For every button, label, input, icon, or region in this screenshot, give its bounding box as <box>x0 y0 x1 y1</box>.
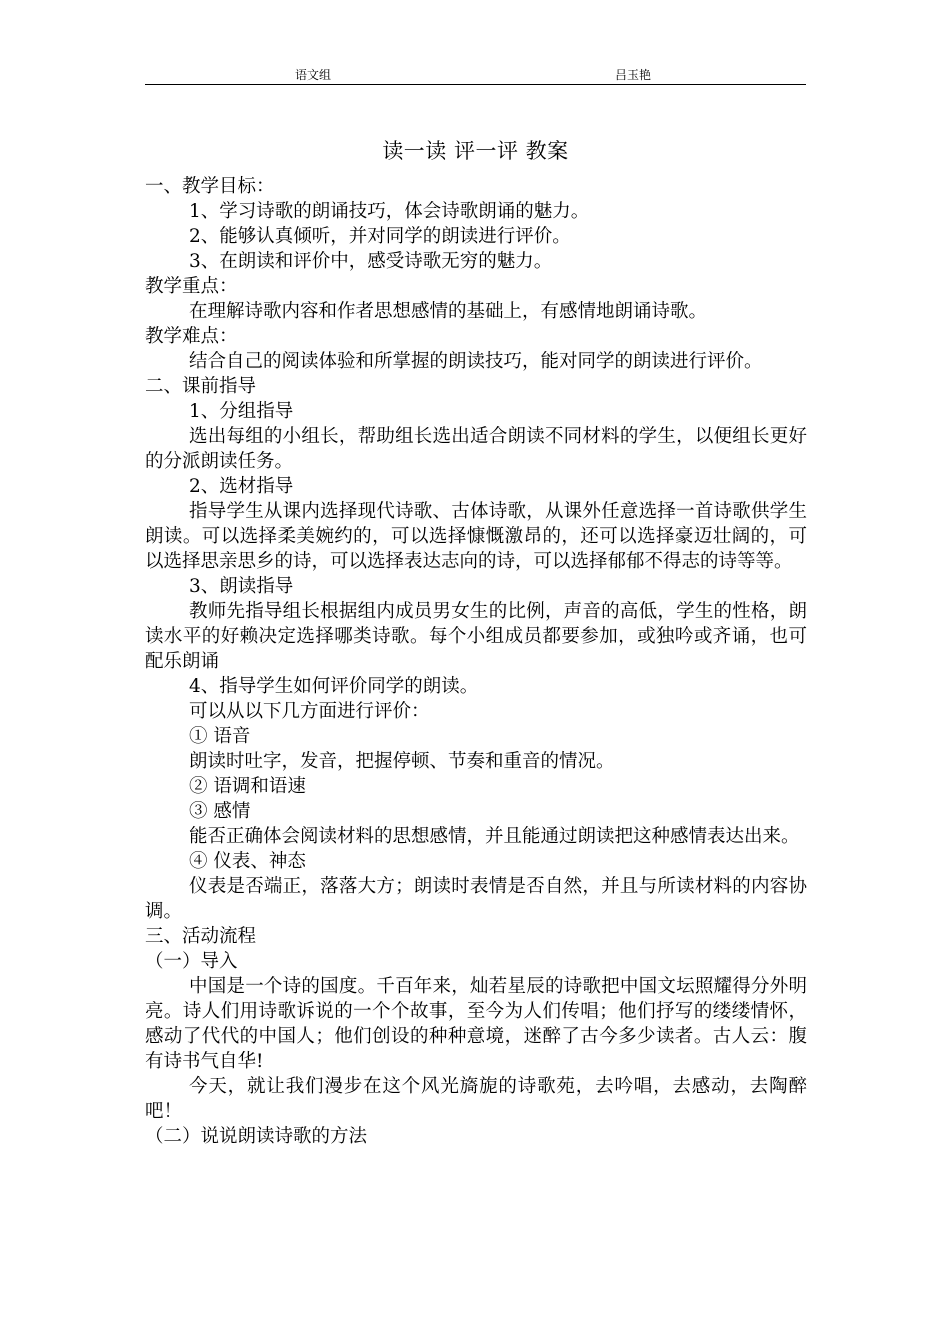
paragraph-today: 今天，就让我们漫步在这个风光旖旎的诗歌苑，去吟唱，去感动，去陶醉吧！ <box>145 1076 807 1122</box>
subheading-reading: 3、朗读指导 <box>189 576 294 597</box>
paragraph-material: 指导学生从课内选择现代诗歌、古体诗歌，从课外任意选择一首诗歌供学生朗读。可以选择柔美婉约的，可以选择慷慨激昂的，还可以选择豪迈壮阔的，可以选择思亲思乡的诗，可以选择表达志向的诗，可以选择郁郁不得志的诗等等。 <box>145 501 807 572</box>
subheading-introduction: （一）导入 <box>145 951 238 972</box>
section-heading-process: 三、活动流程 <box>145 926 257 947</box>
key-point-text: 在理解诗歌内容和作者思想感情的基础上，有感情地朗诵诗歌。 <box>189 301 708 322</box>
subheading-evaluation: 4、指导学生如何评价同学的朗读。 <box>189 676 479 697</box>
section-heading-guidance: 二、课前指导 <box>145 376 257 397</box>
paragraph-grouping: 选出每组的小组长，帮助组长选出适合朗读不同材料的学生，以便组长更好的分派朗读任务。 <box>145 426 807 472</box>
difficulty-text: 结合自己的阅读体验和所掌握的朗读技巧，能对同学的朗读进行评价。 <box>189 351 763 372</box>
criterion-appearance-text: 仪表是否端正，落落大方；朗读时表情是否自然，并且与所读材料的内容协调。 <box>145 876 807 922</box>
paragraph-reading: 教师先指导组长根据组内成员男女生的比例，声音的高低，学生的性格，朗读水平的好赖决定选择哪类诗歌。每个小组成员都要参加，或独吟或齐诵，也可配乐朗诵 <box>145 601 807 672</box>
criterion-tone: ② 语调和语速 <box>189 776 306 797</box>
subheading-material: 2、选材指导 <box>189 476 294 497</box>
heading-difficulty: 教学难点： <box>145 326 238 347</box>
page-header <box>145 66 806 85</box>
paragraph-introduction: 中国是一个诗的国度。千百年来，灿若星辰的诗歌把中国文坛照耀得分外明亮。诗人们用诗歌诉说的一个个故事，至今为人们传唱；他们抒写的缕缕情怀，感动了代代的中国人；他们创设的种种意境，迷醉了古今多少读者。古人云：腹有诗书气自华! <box>145 976 807 1072</box>
subheading-reading-methods: （二）说说朗读诗歌的方法 <box>145 1126 368 1147</box>
document-body <box>145 174 807 1149</box>
criterion-emotion: ③ 感情 <box>189 801 251 822</box>
criterion-pronunciation: ① 语音 <box>189 726 251 747</box>
objective-item: 1、学习诗歌的朗诵技巧，体会诗歌朗诵的魅力。 <box>189 201 590 222</box>
objective-item: 2、能够认真倾听，并对同学的朗读进行评价。 <box>189 226 571 247</box>
document-title: 读一读 评一评 教案 <box>382 139 569 163</box>
section-heading-objectives: 一、教学目标： <box>145 176 275 197</box>
subheading-grouping: 1、分组指导 <box>189 401 294 422</box>
criterion-emotion-text: 能否正确体会阅读材料的思想感情，并且能通过朗读把这种感情表达出来。 <box>189 826 800 847</box>
header-author-name: 吕玉艳 <box>615 68 652 82</box>
criterion-appearance: ④ 仪表、神态 <box>189 851 306 872</box>
objective-item: 3、在朗读和评价中，感受诗歌无穷的魅力。 <box>189 251 553 272</box>
evaluation-intro: 可以从以下几方面进行评价： <box>189 701 430 722</box>
header-group-name: 语文组 <box>295 68 332 82</box>
heading-key-point: 教学重点： <box>145 276 238 297</box>
criterion-pronunciation-text: 朗读时吐字，发音，把握停顿、节奏和重音的情况。 <box>189 751 615 772</box>
